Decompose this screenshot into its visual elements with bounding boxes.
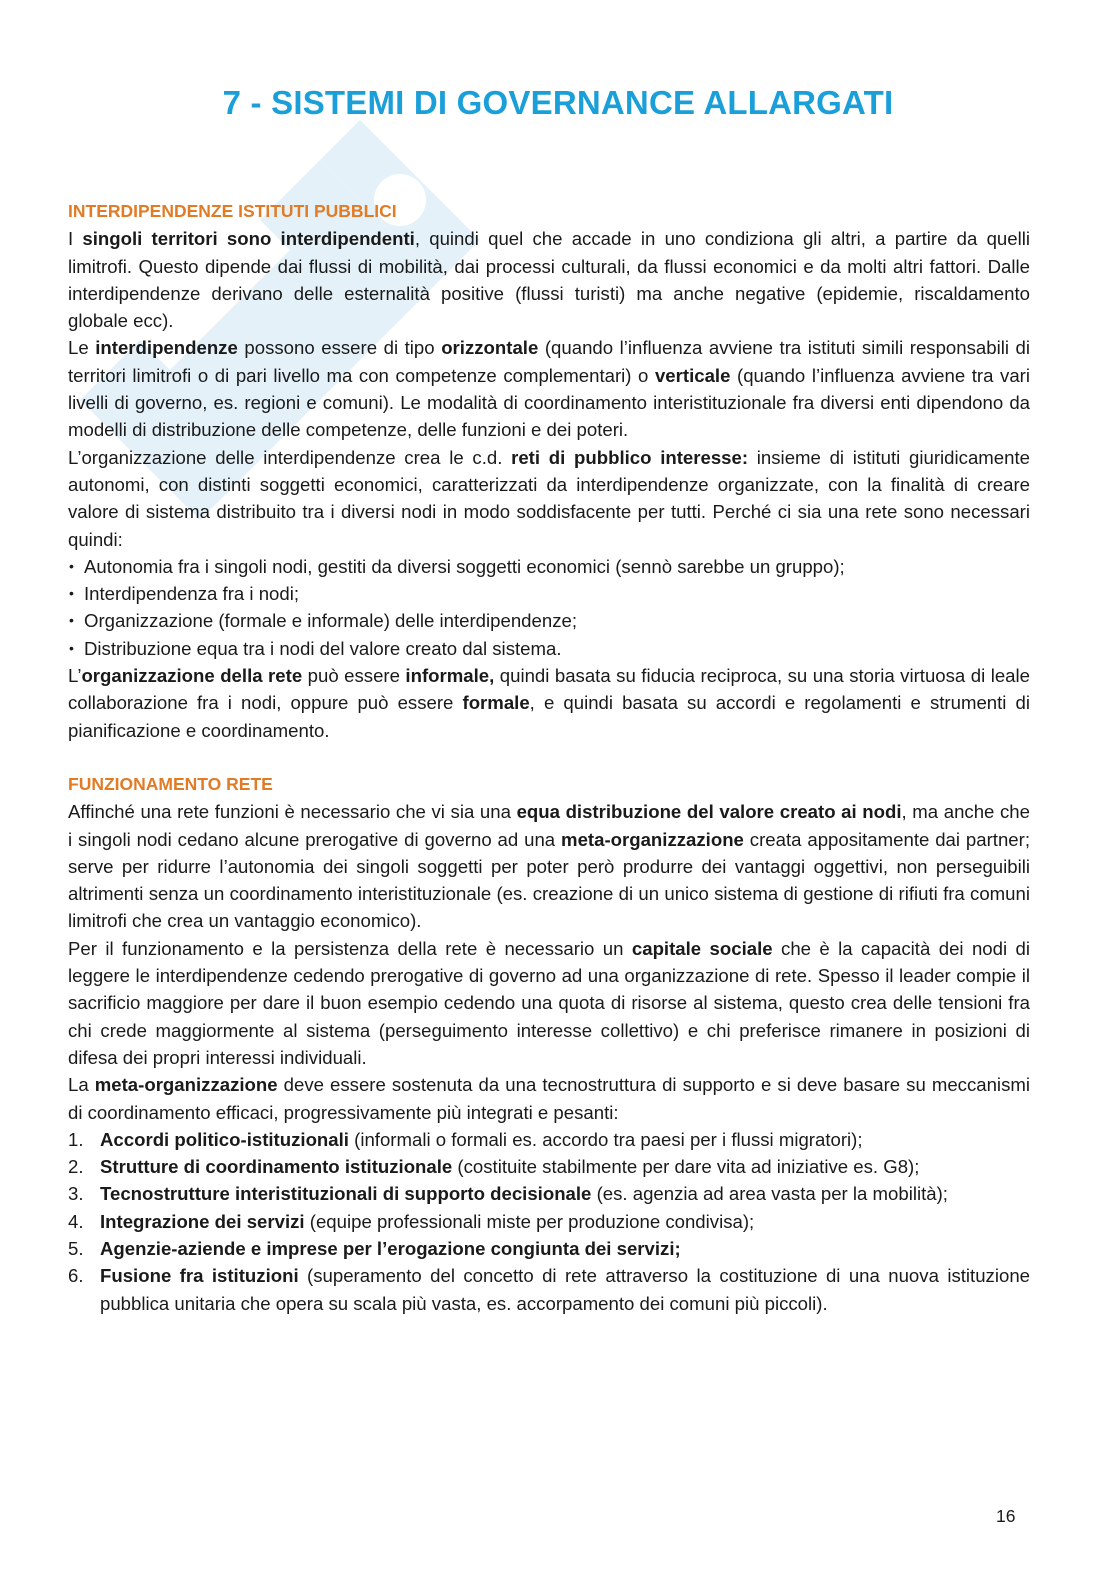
paragraph: La meta-organizzazione deve essere sostenuta da una tecnostruttura di supporto e si deve basare su meccanismi di coordinamento efficaci, progressivamente più integrati e pesanti: xyxy=(68,1074,1030,1123)
paragraph: I singoli territori sono interdipendenti, quindi quel che accade in uno condiziona gli altri, a partire da quelli limitrofi. Questo dipende dai flussi di mobilità, dai processi culturali, da flussi economici e da molti altri fattori. Dalle interdipendenze derivano delle esternalità positive (flussi turisti) ma anche negative (epidemie, riscaldamento globale ecc). xyxy=(68,228,1030,332)
document-body xyxy=(68,198,1030,1317)
list-item: • Distribuzione equa tra i nodi del valore creato dal sistema. xyxy=(68,635,1030,662)
list-item: 5. Agenzie-aziende e imprese per l’erogazione congiunta dei servizi; xyxy=(68,1237,681,1259)
list-item: 1. Accordi politico-istituzionali (informali o formali es. accordo tra paesi per i flussi migratori); xyxy=(68,1128,863,1150)
paragraph: L’organizzazione della rete può essere informale, quindi basata su fiducia reciproca, su una storia virtuosa di leale collaborazione fra i nodi, oppure può essere formale, e quindi basata su accordi e regolamenti e strumenti di pianificazione e coordinamento. xyxy=(68,665,1030,741)
coordination-mechanisms-list xyxy=(68,1126,1030,1317)
list-item: 6. Fusione fra istituzioni (superamento del concetto di rete attraverso la costituzione di una nuova istituzione pubblica unitaria che opera su scala più vasta, es. accorpamento dei comuni più piccoli). xyxy=(68,1265,1031,1314)
network-requirements-list xyxy=(68,553,1030,662)
paragraph: Per il funzionamento e la persistenza della rete è necessario un capitale sociale che è la capacità dei nodi di leggere le interdipendenze cedendo prerogative di governo ad una organizzazione di rete. Spesso il leader compie il sacrificio maggiore per dare il buon esempio cedendo una quota di risorse al sistema, questo crea delle tensioni fra chi crede maggiormente al sistema (perseguimento interesse collettivo) e chi preferisce rimanere in posizioni di difesa dei propri interessi individuali. xyxy=(68,937,1030,1068)
paragraph: Affinché una rete funzioni è necessario che vi sia una equa distribuzione del valore creato ai nodi, ma anche che i singoli nodi cedano alcune prerogative di governo ad una meta-organizzazione creata appositamente dai partner; serve per ridurre l’autonomia dei singoli soggetti per poter però produrre dei vantaggi oggettivi, non perseguibili altrimenti senza un coordinamento interistituzionale (es. creazione di un unico sistema di gestione di rifiuti fra comuni limitrofi che crea un vantaggio economico). xyxy=(68,801,1030,932)
list-item: 4. Integrazione dei servizi (equipe professionali miste per produzione condivisa); xyxy=(68,1210,755,1232)
paragraph: Le interdipendenze possono essere di tipo orizzontale (quando l’influenza avviene tra istituti simili responsabili di territori limitrofi o di pari livello ma con competenze complementari) o verticale (quando l’influenza avviene tra vari livelli di governo, es. regioni e comuni). Le modalità di coordinamento interistituzionale fra diversi enti dipendono da modelli di distribuzione delle competenze, delle funzioni e dei poteri. xyxy=(68,337,1031,441)
list-item: • Organizzazione (formale e informale) delle interdipendenze; xyxy=(68,607,1030,634)
page-title: 7 - SISTEMI DI GOVERNANCE ALLARGATI xyxy=(222,84,894,121)
section-spacer xyxy=(68,744,1030,771)
list-item: • Interdipendenza fra i nodi; xyxy=(68,580,1030,607)
paragraph: L’organizzazione delle interdipendenze crea le c.d. reti di pubblico interesse: insieme di istituti giuridicamente autonomi, con distinti soggetti economici, caratterizzati da interdipendenze organizzate, con la finalità di creare valore di sistema distribuito tra i diversi nodi in modo soddisfacente per tutti. Perché ci sia una rete sono necessari quindi: xyxy=(68,446,1030,550)
page-number: 16 xyxy=(996,1506,1016,1526)
list-item: • Autonomia fra i singoli nodi, gestiti da diversi soggetti economici (sennò sarebbe un gruppo); xyxy=(68,553,1030,580)
list-item: 2. Strutture di coordinamento istituzionale (costituite stabilmente per dare vita ad iniziative es. G8); xyxy=(68,1156,920,1178)
section-heading-interdipendenze: INTERDIPENDENZE ISTITUTI PUBBLICI xyxy=(68,201,397,221)
list-item: 3. Tecnostrutture interistituzionali di supporto decisionale (es. agenzia ad area vasta per la mobilità); xyxy=(68,1183,948,1205)
section-heading-funzionamento: FUNZIONAMENTO RETE xyxy=(68,773,273,794)
